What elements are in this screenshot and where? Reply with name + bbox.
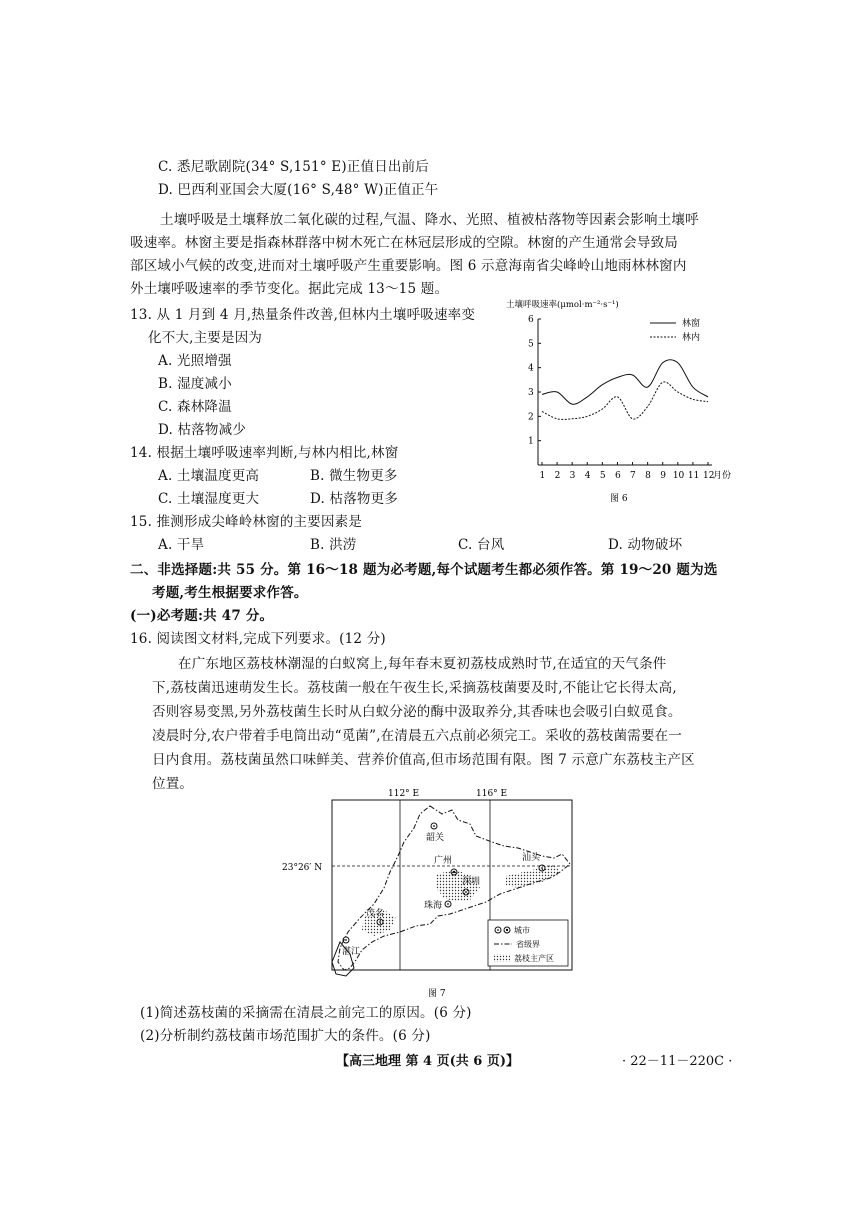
q16-passage-line4: 凌晨时分,农户带着手电筒出动“觅菌”,在清晨五六点前必须完工。采收的荔枝菌需要在一 (152, 728, 683, 744)
city-label-zhuhai: 珠海 (424, 901, 443, 911)
lon-label-112: 112° E (388, 789, 420, 799)
q16-passage-line1: 在广东地区荔枝林潮湿的白蚁窝上,每年春末夏初荔枝成熟时节,在适宜的天气条件 (178, 656, 667, 672)
chart-xtick-label: 3 (569, 471, 576, 481)
soil-respiration-chart (500, 297, 740, 507)
q14-option-d: D. 枯落物更多 (310, 491, 399, 507)
page-footer: 【高三地理 第 4 页(共 6 页)】 (336, 1054, 520, 1069)
chart-xtick-label: 9 (660, 471, 666, 481)
q16-passage-line2: 下,荔枝菌迅速萌发生长。荔枝菌一般在午夜生长,采摘荔枝菌要及时,不能让它长得太高, (152, 680, 677, 696)
q15-option-c: C. 台风 (458, 537, 505, 553)
q14-option-a: A. 土壤温度更高 (158, 468, 260, 484)
q14-option-c: C. 土壤湿度更大 (158, 491, 260, 507)
option-c: C. 悉尼歌剧院(34° S,151° E)正值日出前后 (158, 159, 430, 175)
passage1-line1: 土壤呼吸是土壤释放二氧化碳的过程,气温、降水、光照、植被枯落物等因素会影响土壤呼 (160, 212, 699, 228)
q13-option-c: C. 森林降温 (158, 399, 232, 415)
city-shaoguan (426, 823, 444, 843)
chart-xtick-label: 6 (614, 471, 621, 481)
chart-xtick-label: 12 (703, 471, 715, 481)
page-code: · 22－11－220C · (622, 1054, 733, 1069)
chart-xtick-label: 7 (630, 471, 636, 481)
city-label-guangzhou: 广州 (434, 856, 453, 866)
chart-xtick-label: 4 (584, 471, 591, 481)
q13-stem: 13. 从 1 月到 4 月,热量条件改善,但林内土壤呼吸速率变 (130, 307, 476, 323)
q14-stem: 14. 根据土壤呼吸速率判断,与林内相比,林窗 (130, 445, 399, 461)
map-legend (488, 920, 568, 966)
q15-option-a: A. 干旱 (158, 537, 205, 553)
q13-stem-cont: 化不大,主要是因为 (148, 330, 263, 346)
city-zhuhai (424, 899, 451, 911)
chart-legend-label-0: 林窗 (682, 319, 701, 329)
section2-subheading: (一)必考题:共 47 分。 (130, 608, 274, 624)
section2-heading: 二、非选择题:共 55 分。第 16～18 题为必考题,每个试题考生都必须作答。第 19～20 题为选 (130, 562, 718, 578)
legend-border: 省级界 (516, 940, 540, 949)
chart-ytick-label: 4 (528, 363, 534, 374)
chart-ytick-label: 3 (528, 388, 534, 398)
q15-option-d: D. 动物破坏 (608, 537, 683, 553)
q16-sub1: (1)简述荔枝菌的采摘需在清晨之前完工的原因。(6 分) (140, 1005, 472, 1021)
chart-ytick-label: 6 (528, 315, 534, 325)
city-label-maoming: 茂名 (366, 909, 385, 919)
city-guangzhou (434, 854, 457, 875)
chart-xtick-label: 1 (539, 471, 546, 481)
city-shantou (522, 851, 545, 871)
section2-heading-cont: 考题,考生根据要求作答。 (152, 585, 308, 601)
q16-passage-line5: 日内食用。荔枝菌虽然口味鲜美、营养价值高,但市场范围有限。图 7 示意广东荔枝主产区 (152, 752, 695, 768)
q16-stem: 16. 阅读图文材料,完成下列要求。(12 分) (130, 631, 386, 647)
chart-xlabel: 月份 (713, 471, 732, 481)
passage1-line2: 吸速率。林窗主要是指森林群落中树木死亡在林冠层形成的空隙。林窗的产生通常会导致局 (130, 235, 678, 251)
q13-option-d: D. 枯落物减少 (158, 422, 247, 438)
q15-stem: 15. 推测形成尖峰岭林窗的主要因素是 (130, 514, 363, 530)
city-label-zhanjiang: 湛江 (342, 947, 361, 957)
chart-ylabel: 土壤呼吸速率(μmol·m⁻²·s⁻¹) (506, 300, 619, 310)
q16-passage-line6: 位置。 (152, 776, 194, 792)
lon-label-116: 116° E (476, 789, 508, 799)
city-label-shaoguan: 韶关 (426, 833, 445, 843)
city-label-shenzhen: 深圳 (462, 877, 481, 887)
chart-ytick-label: 2 (528, 412, 534, 423)
q15-option-b: B. 洪涝 (310, 537, 357, 553)
chart-xtick-label: 11 (687, 471, 700, 481)
q14-option-b: B. 微生物更多 (310, 468, 398, 484)
guangdong-map (280, 784, 600, 1004)
chart-ytick-label: 1 (528, 436, 534, 447)
chart-xtick-label: 2 (554, 471, 561, 481)
tropic-label: 23°26′ N (282, 863, 323, 873)
legend-area: 荔枝主产区 (514, 954, 554, 963)
passage1-line4: 外土壤呼吸速率的季节变化。据此完成 13～15 题。 (130, 281, 449, 297)
chart-xtick-label: 8 (645, 471, 651, 481)
option-d: D. 巴西利亚国会大厦(16° S,48° W)正值正午 (158, 182, 439, 198)
q13-option-a: A. 光照增强 (158, 353, 232, 369)
q16-passage-line3: 否则容易变黑,另外荔枝菌生长时从白蚁分泌的酶中汲取养分,其香味也会吸引白蚁觅食。 (152, 704, 682, 720)
chart-series-line-0 (542, 360, 708, 405)
city-label-shantou: 汕头 (522, 853, 541, 863)
passage1-line3: 部区域小气候的改变,进而对土壤呼吸产生重要影响。图 6 示意海南省尖峰岭山地雨林林窗内 (130, 258, 687, 274)
chart-legend-label-1: 林内 (682, 333, 701, 343)
map-caption: 图 7 (428, 989, 446, 999)
q13-option-b: B. 湿度减小 (158, 376, 232, 392)
chart-caption: 图 6 (610, 494, 628, 504)
lychee-area-east (506, 864, 560, 888)
chart-xtick-label: 10 (672, 471, 685, 481)
chart-ytick-label: 5 (528, 339, 534, 350)
city-zhanjiang (342, 937, 360, 957)
legend-city: 城市 (514, 926, 530, 935)
q16-sub2: (2)分析制约荔枝菌市场范围扩大的条件。(6 分) (140, 1028, 431, 1044)
chart-xtick-label: 5 (599, 471, 606, 481)
